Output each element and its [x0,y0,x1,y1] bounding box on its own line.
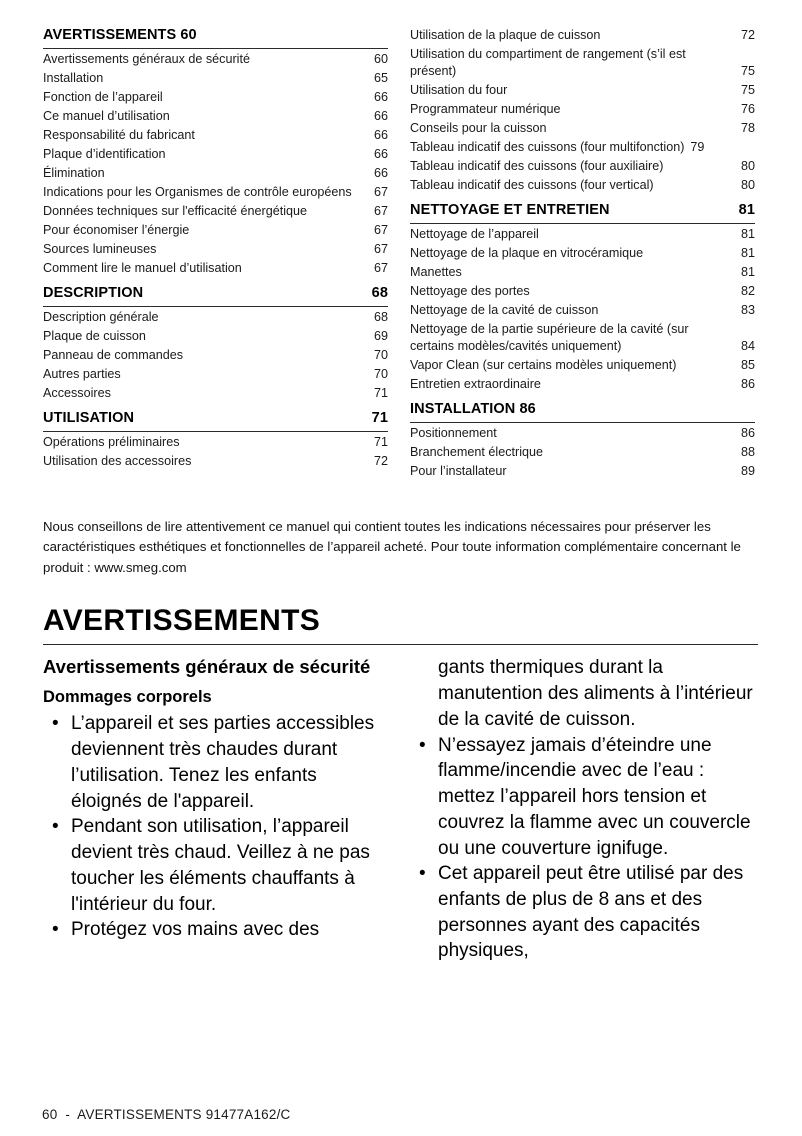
warning-list-right [410,733,755,965]
toc-entry-vapor-clean-sur-certains-modeles-uniquement[interactable] [410,356,755,375]
toc-entry-tableau-indicatif-des-cuissons-four-vertical[interactable] [410,176,755,195]
toc-entry-page: 80 [740,178,755,193]
toc-entry-utilisation-des-accessoires[interactable] [43,452,388,471]
toc-section-page: 71 [371,410,388,427]
toc-entry-title: Nettoyage de l’appareil [410,227,539,242]
toc-entry-nettoyage-de-l-appareil[interactable] [410,225,755,244]
toc-entry-title: Tableau indicatif des cuissons (four auxiliaire) [410,159,664,174]
toc-entry-positionnement[interactable] [410,424,755,443]
toc-entry-comment-lire-le-manuel-d-utilisation[interactable] [43,259,388,278]
toc-entry-title: Sources lumineuses [43,242,157,257]
toc-entry-title: Accessoires [43,386,111,401]
toc-section-rule [410,422,755,423]
toc-entry-title: Vapor Clean (sur certains modèles uniquement) [410,358,677,373]
bullet-text: Protégez vos mains avec des [71,919,320,941]
toc-section-title: AVERTISSEMENTS 60 [43,27,197,43]
toc-entry-page: 89 [740,464,755,479]
toc-entry-title: Nettoyage de la partie supérieure de la cavité (sur certains modèles/cavités uniquement) [410,322,689,354]
page-footer: 60 - AVERTISSEMENTS 91477A162/C [42,1107,291,1122]
toc-entry-entretien-extraordinaire[interactable] [410,375,755,394]
toc-entry-avertissements-generaux-de-securite[interactable] [43,50,388,69]
toc-section-title: DESCRIPTION [43,285,144,302]
toc-entry-title: Entretien extraordinaire [410,377,541,392]
toc-entry-tableau-indicatif-des-cuissons-four-auxiliaire[interactable] [410,157,755,176]
toc-section-heading-installation-86[interactable] [410,400,755,420]
toc-section-page: 81 [738,202,755,219]
toc-entry-page: 71 [373,386,388,401]
toc-entry-elimination[interactable] [43,164,388,183]
toc-entry-title: Données techniques sur l'efficacité énergétique [43,204,308,219]
toc-entry-page: 81 [740,227,755,242]
toc-entry-title: Avertissements généraux de sécurité [43,51,250,66]
toc-entry-fonction-de-l-appareil[interactable] [43,88,388,107]
toc-entry-page: 72 [740,28,755,43]
bullet-text: L’appareil et ses parties accessibles deviennent très chaudes durant l’utilisation. Tenez les enfants éloignés de l'appareil. [71,713,375,812]
toc-entry-title: Conseils pour la cuisson [410,121,547,136]
toc-entry-title: Utilisation de la plaque de cuisson [410,28,601,43]
toc-entry-title: Tableau indicatif des cuissons (four vertical) [410,178,654,193]
section-heading-general-safety: Avertissements généraux de sécurité [43,656,371,678]
toc-entry-plaque-d-identification[interactable] [43,145,388,164]
toc-entry-installation[interactable] [43,69,388,88]
toc-section-page: 68 [371,285,388,302]
toc-entry-page: 75 [740,64,755,79]
subsection-heading-personal-injury: Dommages corporels [43,687,212,706]
toc-entry-page: 66 [373,89,388,104]
toc-section-heading-description[interactable] [43,284,388,304]
warning-left-item [43,917,388,943]
toc-entry-page: 60 [373,51,388,66]
toc-entry-title: Description générale [43,309,159,324]
toc-entry-page: 82 [740,284,755,299]
toc-entry-page: 79 [690,140,705,155]
body-right-column [410,655,755,964]
bullet-icon: • [419,863,426,885]
toc-entry-utilisation-du-four[interactable] [410,81,755,100]
bullet-text: Cet appareil peut être utilisé par des enfants de plus de 8 ans et des personnes ayant des capacités physiques, [438,863,744,962]
toc-entry-title: Indications pour les Organismes de contrôle européens [43,185,352,200]
toc-entry-title: Panneau de commandes [43,348,184,363]
toc-entry-page: 85 [740,358,755,373]
toc-entry-title: Ce manuel d’utilisation [43,108,170,123]
toc-entry-page: 81 [740,265,755,280]
toc-entry-title: Comment lire le manuel d’utilisation [43,261,242,276]
toc-entry-nettoyage-des-portes[interactable] [410,282,755,301]
toc-section-rule [43,306,388,307]
toc-entry-panneau-de-commandes[interactable] [43,346,388,365]
toc-entry-nettoyage-de-la-cavite-de-cuisson[interactable] [410,301,755,320]
warning-right-item [410,733,755,862]
toc-entry-conseils-pour-la-cuisson[interactable] [410,119,755,138]
toc-entry-utilisation-de-la-plaque-de-cuisson[interactable] [410,26,755,45]
toc-entry-page: 68 [373,309,388,324]
toc-entry-page: 86 [740,377,755,392]
toc-entry-programmateur-numerique[interactable] [410,100,755,119]
toc-entry-title: Pour économiser l’énergie [43,223,190,238]
chapter-title: AVERTISSEMENTS [43,604,321,638]
toc-entry-title: Tableau indicatif des cuissons (four multifonction) [410,140,685,155]
toc-entry-title: Responsabilité du fabricant [43,127,195,142]
toc-entry-title: Fonction de l’appareil [43,89,163,104]
toc-entry-title: Plaque d’identification [43,146,166,161]
toc-entry-title: Nettoyage de la plaque en vitrocéramique [410,246,644,261]
toc-entry-page: 66 [373,108,388,123]
column-continuation-text: gants thermiques durant la manutention des aliments à l’intérieur de la cavité de cuisson. [438,657,753,730]
toc-entry-autres-parties[interactable] [43,365,388,384]
toc-entry-page: 81 [740,246,755,261]
toc-entry-indications-pour-les-organismes-de-controle-euro[interactable] [43,183,388,202]
bullet-text: Pendant son utilisation, l’appareil devient très chaud. Veillez à ne pas toucher les éléments chauffants à l'intérieur du four. [71,816,370,915]
bullet-icon: • [419,734,426,756]
toc-entry-page: 70 [373,367,388,382]
toc-entry-donnees-techniques-sur-l-efficacite-energetique[interactable] [43,202,388,221]
toc-entry-page: 67 [373,185,388,200]
toc-entry-page: 75 [740,83,755,98]
toc-entry-title: Utilisation du compartiment de rangement (s’il est présent) [410,47,686,79]
toc-entry-title: Utilisation du four [410,83,508,98]
toc-entry-title: Branchement électrique [410,445,544,459]
toc-entry-page: 80 [740,159,755,174]
toc-entry-operations-preliminaires[interactable] [43,433,388,452]
toc-entry-branchement-electrique[interactable] [410,443,755,462]
body-left-column [43,655,388,943]
toc-section-heading-avertissements-60[interactable] [43,26,388,46]
toc-entry-pour-economiser-l-energie[interactable] [43,221,388,240]
intro-paragraph: Nous conseillons de lire attentivement ce manuel qui contient toutes les indications nécessaires pour préserver les caractéristiques esthétiques et fonctionnelles de l’appareil acheté. Pour toute information complémentaire concernant le produit : www.smeg.com [43,519,741,575]
toc-entry-title: Installation [43,70,104,85]
toc-entry-page: 66 [373,146,388,161]
toc-entry-description-generale[interactable] [43,308,388,327]
bullet-icon: • [52,816,59,838]
toc-entry-accessoires[interactable] [43,384,388,403]
toc-section-heading-utilisation[interactable] [43,409,388,429]
warning-left-item [43,814,388,917]
bullet-icon: • [52,713,59,735]
bullet-icon: • [52,919,59,941]
toc-entry-title: Positionnement [410,425,497,440]
toc-section-heading-nettoyage-et-entretien[interactable] [410,201,755,221]
toc-entry-ce-manuel-d-utilisation[interactable] [43,107,388,126]
toc-section-title: UTILISATION [43,410,135,427]
toc-section-rule [410,223,755,224]
body-columns [43,655,758,964]
toc-entry-title: Manettes [410,265,462,280]
toc-entry-page: 66 [373,127,388,142]
toc-entry-nettoyage-de-la-partie-superieure-de-la-cavite-s[interactable] [410,320,755,356]
toc-entry-plaque-de-cuisson[interactable] [43,327,388,346]
warning-list-left [43,711,388,943]
toc-left-column [43,26,388,471]
bullet-text: N’essayez jamais d’éteindre une flamme/incendie avec de l’eau : mettez l’appareil hors tension et couvrez la flamme avec un couvercle ou une couverture ignifuge. [438,734,751,859]
toc-entry-page: 67 [373,223,388,238]
toc-entry-nettoyage-de-la-plaque-en-vitroceramique[interactable] [410,244,755,263]
toc-entry-title: Opérations préliminaires [43,434,180,449]
toc-entry-title: Plaque de cuisson [43,329,146,343]
toc-section-rule [43,431,388,432]
toc-entry-title: Élimination [43,166,105,181]
toc-entry-title: Nettoyage des portes [410,284,530,299]
toc-entry-page: 66 [373,166,388,181]
toc-entry-sources-lumineuses[interactable] [43,240,388,259]
toc-entry-page: 78 [740,121,755,136]
toc-entry-tableau-indicatif-des-cuissons-four-multifonctio[interactable] [410,138,755,157]
toc-entry-utilisation-du-compartiment-de-rangement-s-il-es[interactable] [410,45,755,81]
toc-entry-page: 88 [740,445,755,459]
toc-entry-page: 70 [373,348,388,363]
toc-entry-page: 65 [373,70,388,85]
toc-section-title: INSTALLATION 86 [410,401,536,418]
toc-entry-page: 67 [373,242,388,257]
chapter-rule [43,644,758,645]
toc-entry-page: 83 [740,303,755,318]
toc-entry-page: 71 [373,434,388,449]
toc-entry-title: Nettoyage de la cavité de cuisson [410,303,599,318]
toc-right-column [410,26,755,481]
toc-entry-page: 86 [740,425,755,440]
table-of-contents [43,26,758,481]
toc-entry-manettes[interactable] [410,263,755,282]
toc-entry-title: Autres parties [43,367,121,382]
toc-section-rule [43,48,388,49]
toc-entry-pour-l-installateur[interactable] [410,462,755,481]
toc-entry-title: Utilisation des accessoires [43,453,192,468]
warning-left-item [43,711,388,814]
toc-entry-page: 76 [740,102,755,117]
toc-entry-page: 67 [373,261,388,276]
toc-entry-page: 69 [373,329,388,343]
toc-entry-title: Programmateur numérique [410,102,561,117]
toc-entry-page: 72 [373,453,388,468]
toc-entry-responsabilite-du-fabricant[interactable] [43,126,388,145]
toc-entry-page: 67 [373,204,388,219]
toc-entry-title: Pour l’installateur [410,464,507,479]
toc-entry-page: 84 [740,339,755,354]
warning-right-item [410,861,755,964]
toc-section-title: NETTOYAGE ET ENTRETIEN [410,202,610,219]
